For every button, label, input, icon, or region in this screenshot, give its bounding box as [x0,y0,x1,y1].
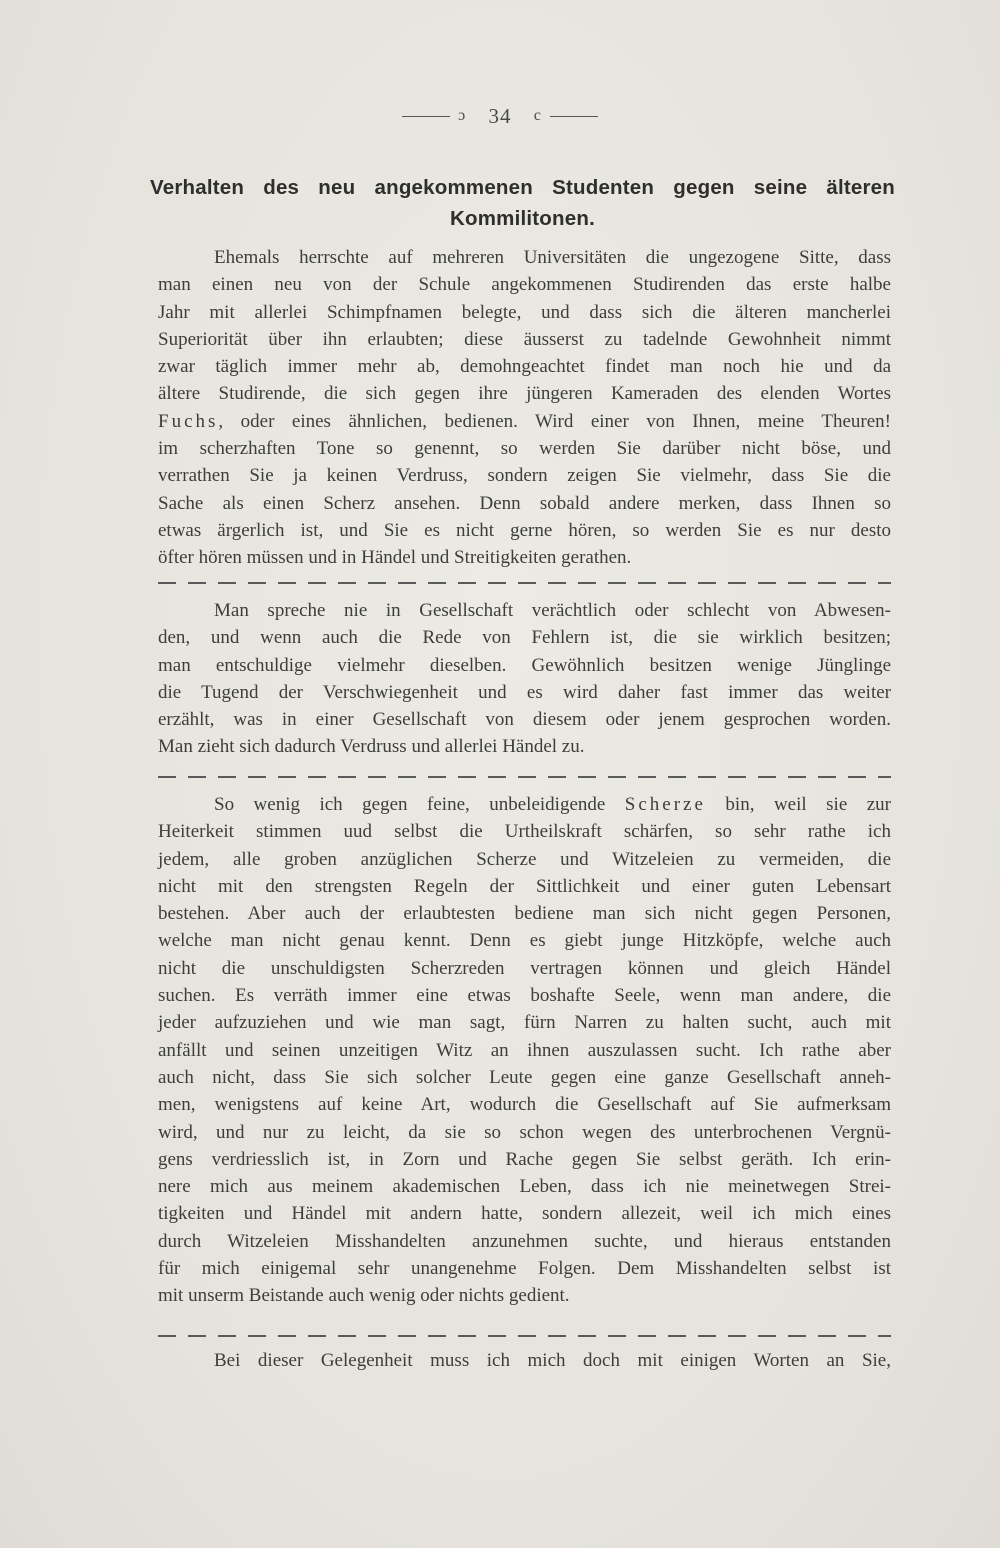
text-line: mit unserm Beistande auch wenig oder nichts gedient. [158,1285,570,1307]
text-line: auch nicht, dass Sie sich solcher Leute gegen eine ganze Gesellschaft anneh- [158,1066,891,1088]
emphasized-word: Fuchs [158,410,219,432]
text-line: jedem, alle groben anzüglichen Scherze und Witzeleien zu vermeiden, die [158,848,891,870]
text-line: etwas ärgerlich ist, und Sie es nicht gerne hören, so werden Sie es nur desto [158,519,891,541]
text-line: nicht die unschuldigsten Scherzreden vertragen können und gleich Händel [158,957,891,979]
text-line: zwar täglich immer mehr ab, demohngeachtet findet man noch hie und da [158,356,891,378]
header-rule-left [402,116,450,117]
section-divider [158,1335,891,1337]
text-line: Ehemals herrschte auf mehreren Universitäten die ungezogene Sitte, dass [214,247,891,268]
text-line: den, und wenn auch die Rede von Fehlern ist, die sie wirklich besitzen; [158,627,891,649]
section-divider [158,776,891,778]
text-line: man einen neu von der Schule angekommenen Studirenden das erste halbe [158,274,891,296]
paragraph-1 [158,244,891,572]
header-ornament-right: c [533,107,542,125]
text-line: im scherzhaften Tone so genennt, so werden Sie darüber nicht böse, und [158,438,891,460]
text-line: gens verdriesslich ist, in Zorn und Rache gegen Sie selbst geräth. Ich erin- [158,1148,891,1170]
header-rule-right [550,116,598,117]
section-divider [158,582,891,584]
text-line: für mich einigemal sehr unangenehme Folgen. Dem Misshandelten selbst ist [158,1258,891,1280]
text-line: man entschuldige vielmehr dieselben. Gewöhnlich besitzen wenige Jünglinge [158,654,891,676]
text-line: öfter hören müssen und in Händel und Streitigkeiten gerathen. [158,547,632,569]
chapter-title-line-1: Verhalten des neu angekommenen Studenten gegen seine älteren [150,176,895,199]
text-line: jeder aufzuziehen und wie man sagt, fürn Narren zu halten sucht, auch mit [158,1012,891,1034]
header-ornament-left: ɔ [458,107,467,125]
paragraph-3 [158,791,891,1310]
page-number: 34 [488,103,512,128]
text-line: men, wenigstens auf keine Art, wodurch die Gesellschaft auf Sie aufmerksam [158,1094,891,1116]
paragraph-2 [158,597,891,761]
page-header [0,102,1000,129]
text-line: Jahr mit allerlei Schimpfnamen belegte, und dass sich die älteren mancherlei [158,301,891,323]
text-line: nicht mit den strengsten Regeln der Sittlichkeit und einer guten Lebensart [158,875,891,897]
text-line: Heiterkeit stimmen uud selbst die Urtheilskraft schärfen, so sehr rathe ich [158,821,891,843]
text-line: welche man nicht genau kennt. Denn es giebt junge Hitzköpfe, welche auch [158,930,891,952]
text-line: durch Witzeleien Misshandelten anzunehmen suchte, und hieraus entstanden [158,1230,891,1252]
text-line: anfällt und seinen unzeitigen Witz an ihnen auszulassen sucht. Ich rathe aber [158,1039,891,1061]
text-line: Fuchs, oder eines ähnlichen, bedienen. Wird einer von Ihnen, meine Theuren! [158,410,891,432]
text-line: verrathen Sie ja keinen Verdruss, sondern zeigen Sie vielmehr, dass Sie die [158,465,891,487]
text-line: Bei dieser Gelegenheit muss ich mich doch mit einigen Worten an Sie, [214,1350,891,1371]
text-line: tigkeiten und Händel mit andern hatte, sondern allezeit, weil ich mich eines [158,1203,891,1225]
text-line: suchen. Es verräth immer eine etwas boshafte Seele, wenn man andere, die [158,985,891,1007]
text-line: die Tugend der Verschwiegenheit und es wird daher fast immer das weiter [158,681,891,703]
emphasized-word: Scherze [624,794,706,815]
paragraph-4 [158,1347,891,1374]
text-line: Man spreche nie in Gesellschaft verächtlich oder schlecht von Abwesen- [214,600,891,621]
chapter-title-line-2: Kommilitonen. [450,207,595,230]
text-line: Sache als einen Scherz ansehen. Denn sobald andere merken, dass Ihnen so [158,492,891,514]
text-line: nere mich aus meinem akademischen Leben, dass ich nie meinetwegen Strei- [158,1176,891,1198]
text-line: ältere Studirende, die sich gegen ihre jüngeren Kameraden des elenden Wortes [158,383,891,405]
chapter-title [150,172,895,234]
text-line: Superiorität über ihn erlaubten; diese äusserst zu tadelnde Gewohnheit nimmt [158,328,891,350]
text-line: erzählt, was in einer Gesellschaft von diesem oder jenem gesprochen worden. [158,709,891,731]
text-line: wird, und nur zu leicht, da sie so schon wegen des unterbrochenen Vergnü- [158,1121,891,1143]
text-line: So wenig ich gegen feine, unbeleidigende Scherze bin, weil sie zur [214,794,891,815]
text-line: bestehen. Aber auch der erlaubtesten bediene man sich nicht gegen Personen, [158,903,891,925]
text-line: Man zieht sich dadurch Verdruss und allerlei Händel zu. [158,736,585,758]
